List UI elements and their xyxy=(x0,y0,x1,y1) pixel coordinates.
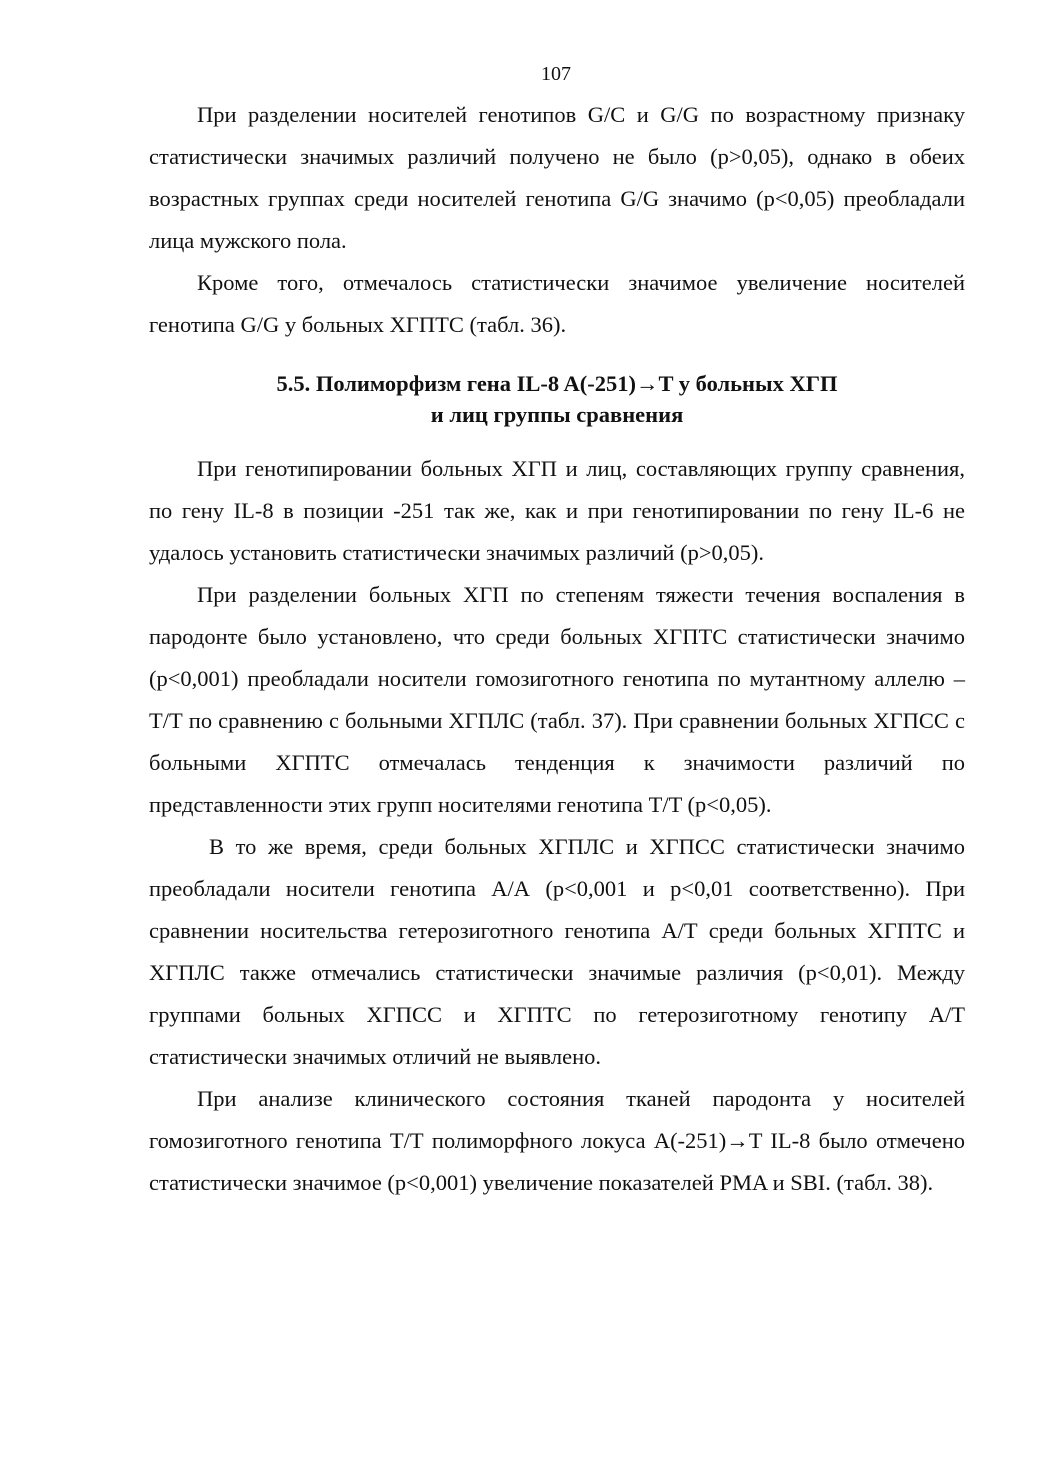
paragraph-genotype-age: При разделении носителей генотипов G/C и G/G по возрастному признаку статистически значимых различий получено не было (p>0,05), однако в обеих возрастных группах среди носителей генотипа G/G значимо (p<0,05) преобладали лица мужского пола. xyxy=(149,102,965,253)
section-heading xyxy=(149,368,965,430)
page-content xyxy=(149,94,965,1204)
paragraph-aa-carriers: В то же время, среди больных ХГПЛС и ХГПСС статистически значимо преобладали носители генотипа А/А (p<0,001 и p<0,01 соответственно). При сравнении носительства гетерозиготного генотипа А/Т среди больных ХГПТС и ХГПЛС также отмечались статистически значимые различия (p<0,01). Между группами больных ХГПСС и ХГПТС по гетерозиготному генотипу А/Т статистически значимых отличий не выявлено. xyxy=(149,834,965,1069)
section-title-line-2: и лиц группы сравнения xyxy=(430,402,684,427)
paragraph-severity-groups: При разделении больных ХГП по степеням тяжести течения воспаления в пародонте было установлено, что среди больных ХГПТС статистически значимо (p<0,001) преобладали носители гомозиготного генотипа по мутантному аллелю – Т/Т по сравнению с больными ХГПЛС (табл. 37). При сравнении больных ХГПСС с больными ХГПТС отмечалась тенденция к значимости различий по представленности этих групп носителями генотипа T/T (p<0,05). xyxy=(149,582,965,817)
paragraph-gg-carriers: Кроме того, отмечалось статистически значимое увеличение носителей генотипа G/G у больных ХГПТС (табл. 36). xyxy=(149,270,965,337)
page-number: 107 xyxy=(541,63,571,85)
paragraph-clinical-state: При анализе клинического состояния тканей пародонта у носителей гомозиготного генотипа Т/Т полиморфного локуса A(-251)→T IL-8 было отмечено статистически значимое (p<0,001) увеличение показателей PMA и SBI. (табл. 38). xyxy=(149,1086,965,1195)
paragraph-genotyping-il8: При генотипировании больных ХГП и лиц, составляющих группу сравнения, по гену IL-8 в позиции -251 так же, как и при генотипировании по гену IL-6 не удалось установить статистически значимых различий (p>0,05). xyxy=(149,456,965,565)
section-title-line-1: 5.5. Полиморфизм гена IL-8 A(-251)→T у больных ХГП xyxy=(276,371,838,396)
